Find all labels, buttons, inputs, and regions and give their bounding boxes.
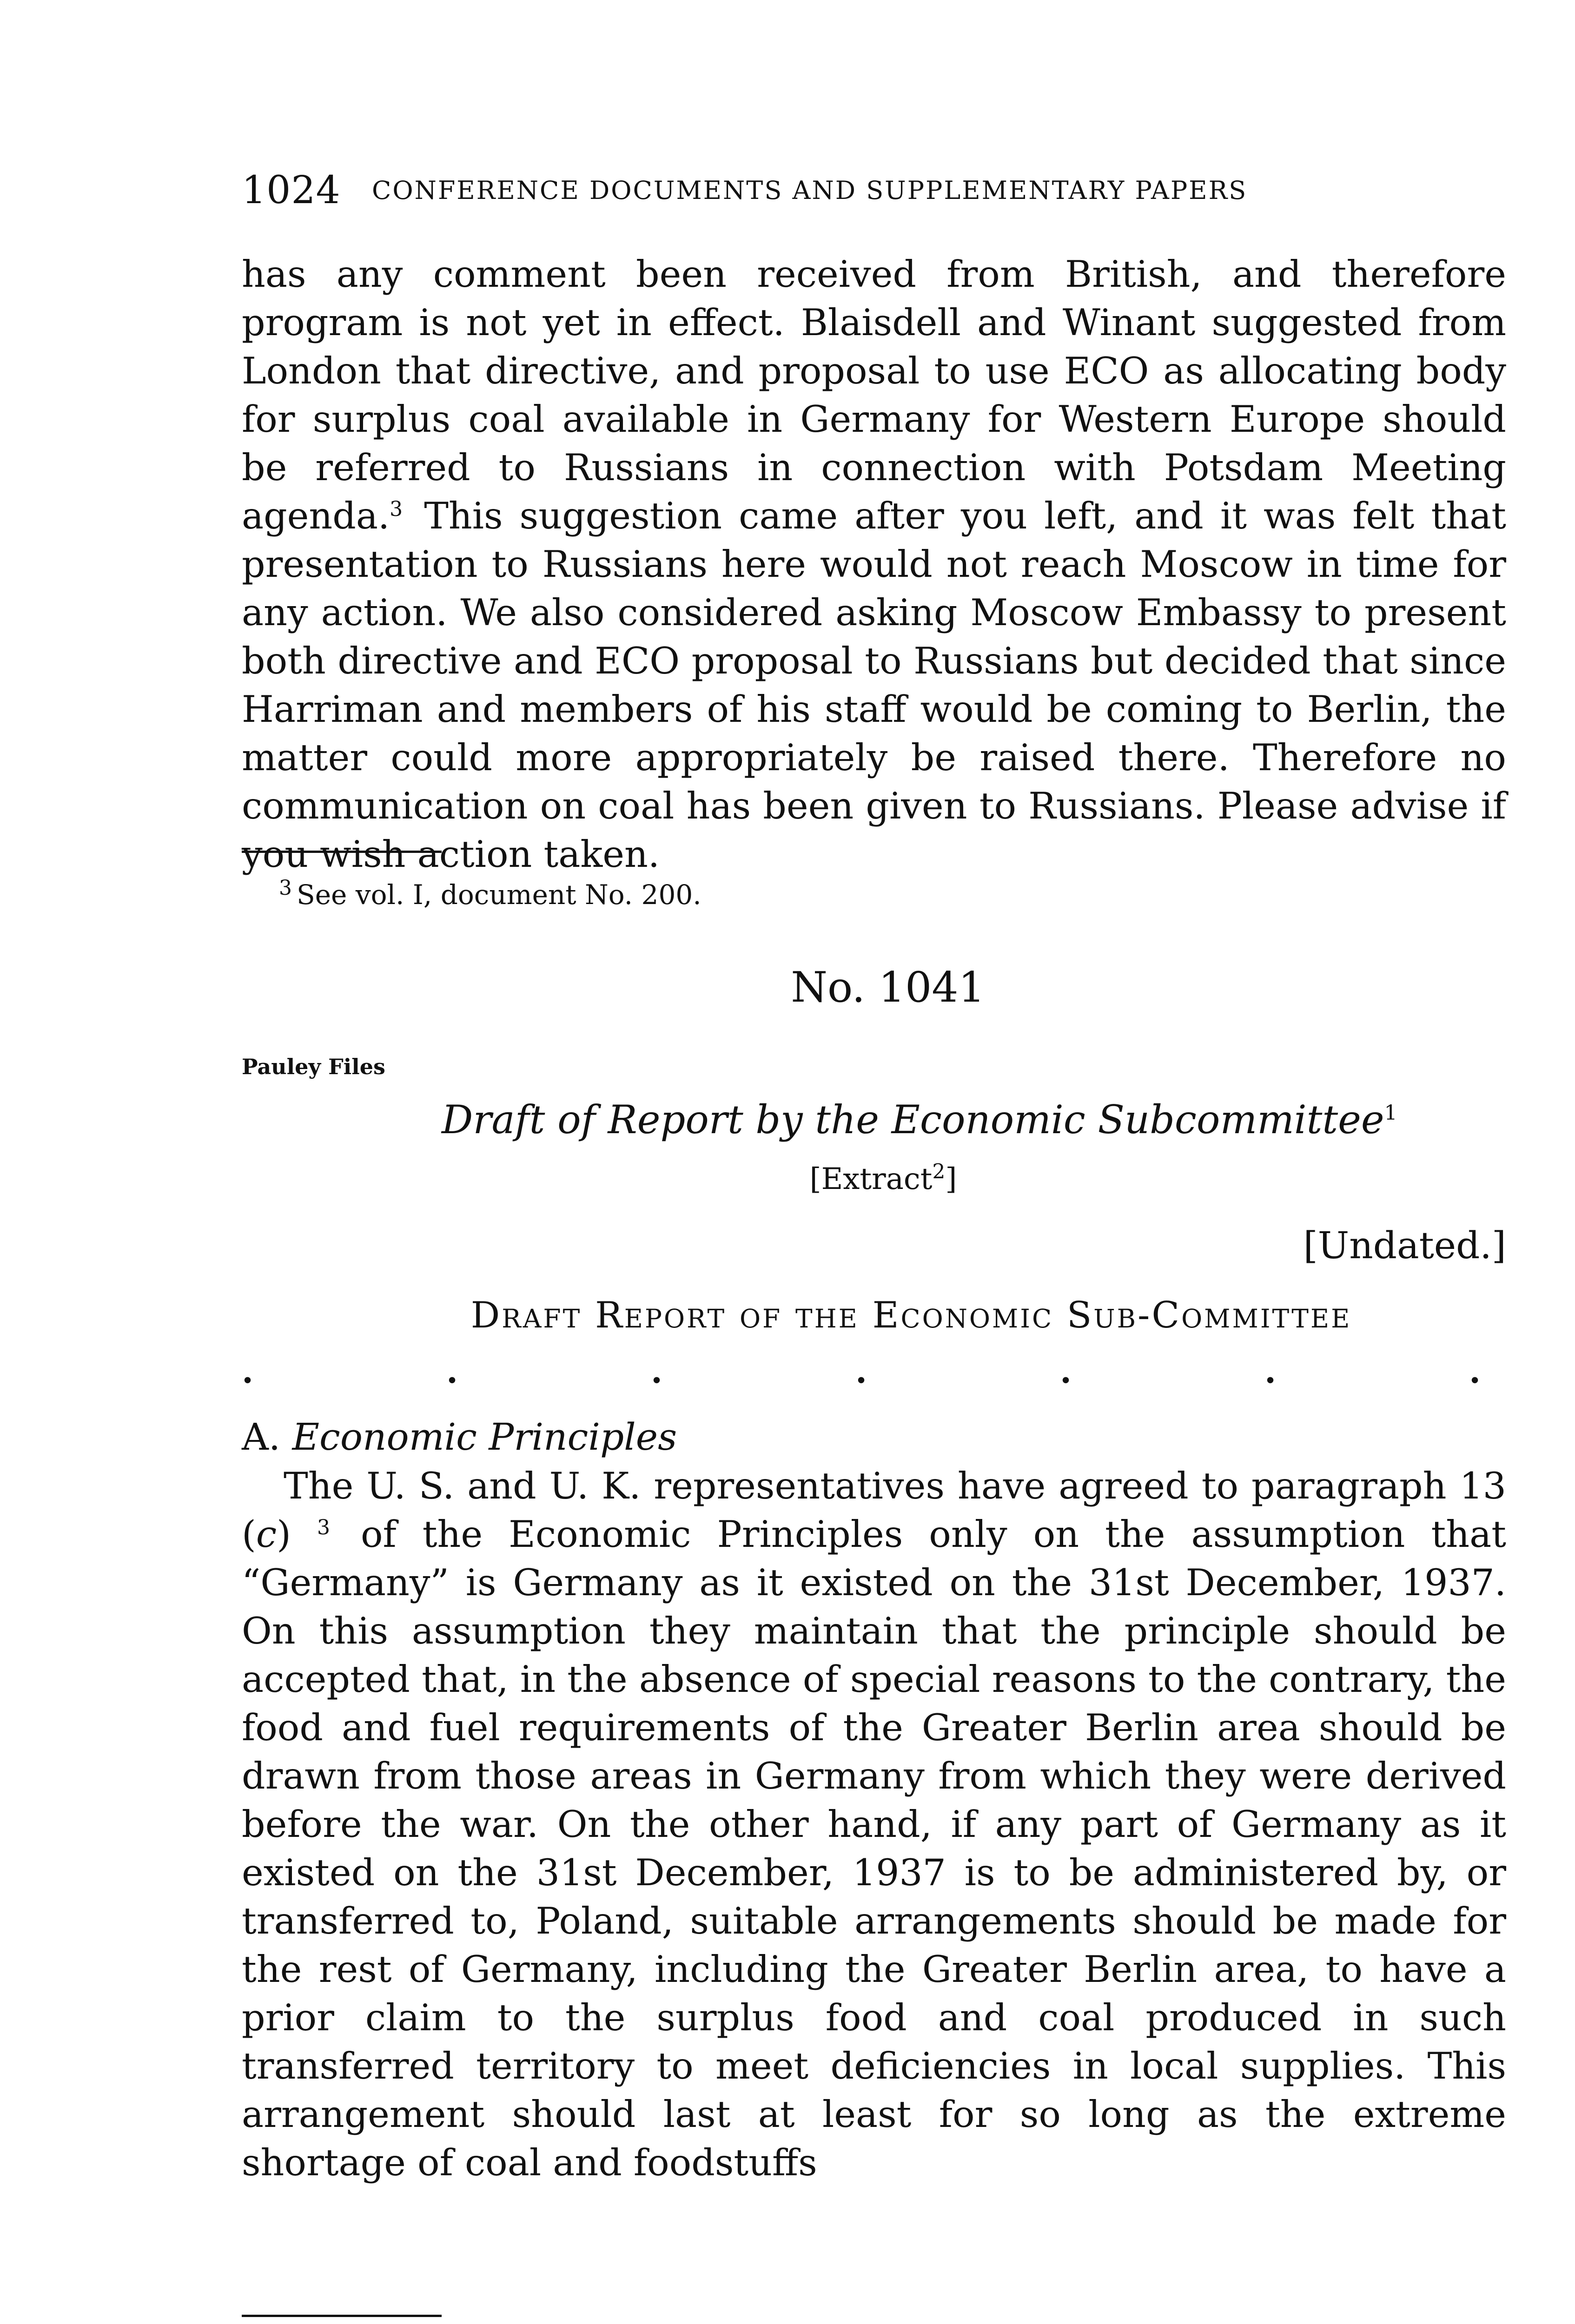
document-date: [Undated.] bbox=[1303, 1224, 1506, 1267]
section-title: Economic Principles bbox=[292, 1415, 677, 1459]
running-title: CONFERENCE DOCUMENTS AND SUPPLEMENTARY PAPERS bbox=[372, 176, 1248, 205]
continuation-paragraph bbox=[242, 250, 1506, 878]
principles-footnote-marker: 3 bbox=[317, 1515, 330, 1539]
principles-close-paren: ) bbox=[277, 1513, 291, 1556]
extract-label-close: ] bbox=[945, 1162, 957, 1196]
principles-text-after-marker: of the Economic Principles only on the assumption that “Germany” is Germany as it existed on the 31st December, 1937. On this assumption they maintain that the principle should be accepted that, in the absence of special reasons to the contrary, the food and fuel requirements of the Greater Berlin area should be drawn from those areas in Germany from which they were derived before the war. On the other hand, if any part of Germany as it existed on the 31st December, 1937 is to be administered by, or transferred to, Poland, suitable arrangements should be made for the rest of Germany, including the Greater Berlin area, to have a prior claim to the surplus food and coal produced in such transferred territory to meet deficiencies in local supplies. This arrangement should last at least for so long as the extreme shortage of coal and foodstuffs bbox=[242, 1513, 1506, 2184]
document-title bbox=[442, 1095, 1397, 1145]
document-source: Pauley Files bbox=[242, 1054, 385, 1079]
footnote-text: See vol. I, document No. 200. bbox=[297, 879, 701, 911]
ellipsis-dot: . bbox=[1264, 1351, 1277, 1391]
principles-text-before-marker: The U. S. and U. K. representatives have agreed to paragraph 13 ( bbox=[242, 1465, 1506, 1556]
principles-italic-c: c bbox=[256, 1513, 277, 1556]
footnote-top-3 bbox=[279, 876, 1488, 911]
extract-label-text: [Extract bbox=[809, 1162, 933, 1196]
continuation-footnote-marker: 3 bbox=[390, 497, 403, 521]
continuation-text-before-marker: has any comment been received from British, and therefore program is not yet in effect. Blaisdell and Winant suggested from London that directive, and proposal to use ECO as allocating body for surplus coal available in Germany for Western Europe should be referred to Russians in connection with Potsdam Meeting agenda. bbox=[242, 253, 1506, 537]
footnote-rule-bottom bbox=[242, 2315, 442, 2317]
document-title-text: Draft of Report by the Economic Subcommittee bbox=[442, 1097, 1384, 1142]
running-head bbox=[242, 167, 1506, 214]
ellipsis-row bbox=[242, 1351, 1506, 1391]
document-title-footnote-marker: 1 bbox=[1384, 1101, 1397, 1125]
footnote-marker: 3 bbox=[279, 876, 292, 900]
extract-label bbox=[753, 1160, 1013, 1199]
document-number: No. 1041 bbox=[791, 963, 985, 1012]
extract-footnote-marker: 2 bbox=[932, 1160, 946, 1184]
footnote-rule-top bbox=[242, 851, 442, 853]
page-number: 1024 bbox=[242, 168, 341, 212]
ellipsis-dot: . bbox=[651, 1351, 663, 1391]
economic-principles-paragraph bbox=[242, 1462, 1506, 2187]
section-letter: A. bbox=[242, 1415, 281, 1459]
ellipsis-dot: . bbox=[1060, 1351, 1072, 1391]
report-heading: Draft Report of the Economic Sub-Committee bbox=[470, 1294, 1352, 1336]
ellipsis-dot: . bbox=[855, 1351, 867, 1391]
section-heading bbox=[242, 1413, 986, 1461]
ellipsis-dot: . bbox=[1469, 1351, 1481, 1391]
ellipsis-dot: . bbox=[242, 1351, 254, 1391]
continuation-text-after-marker: This suggestion came after you left, and it was felt that presentation to Russians here would not reach Moscow in time for any action. We also considered asking Moscow Embassy to present both directive and ECO proposal to Russians but decided that since Harriman and members of his staff would be coming to Berlin, the matter could more appropriately be raised there. Therefore no communication on coal has been given to Russians. Please advise if you wish action taken. bbox=[242, 495, 1506, 876]
ellipsis-dot: . bbox=[446, 1351, 458, 1391]
